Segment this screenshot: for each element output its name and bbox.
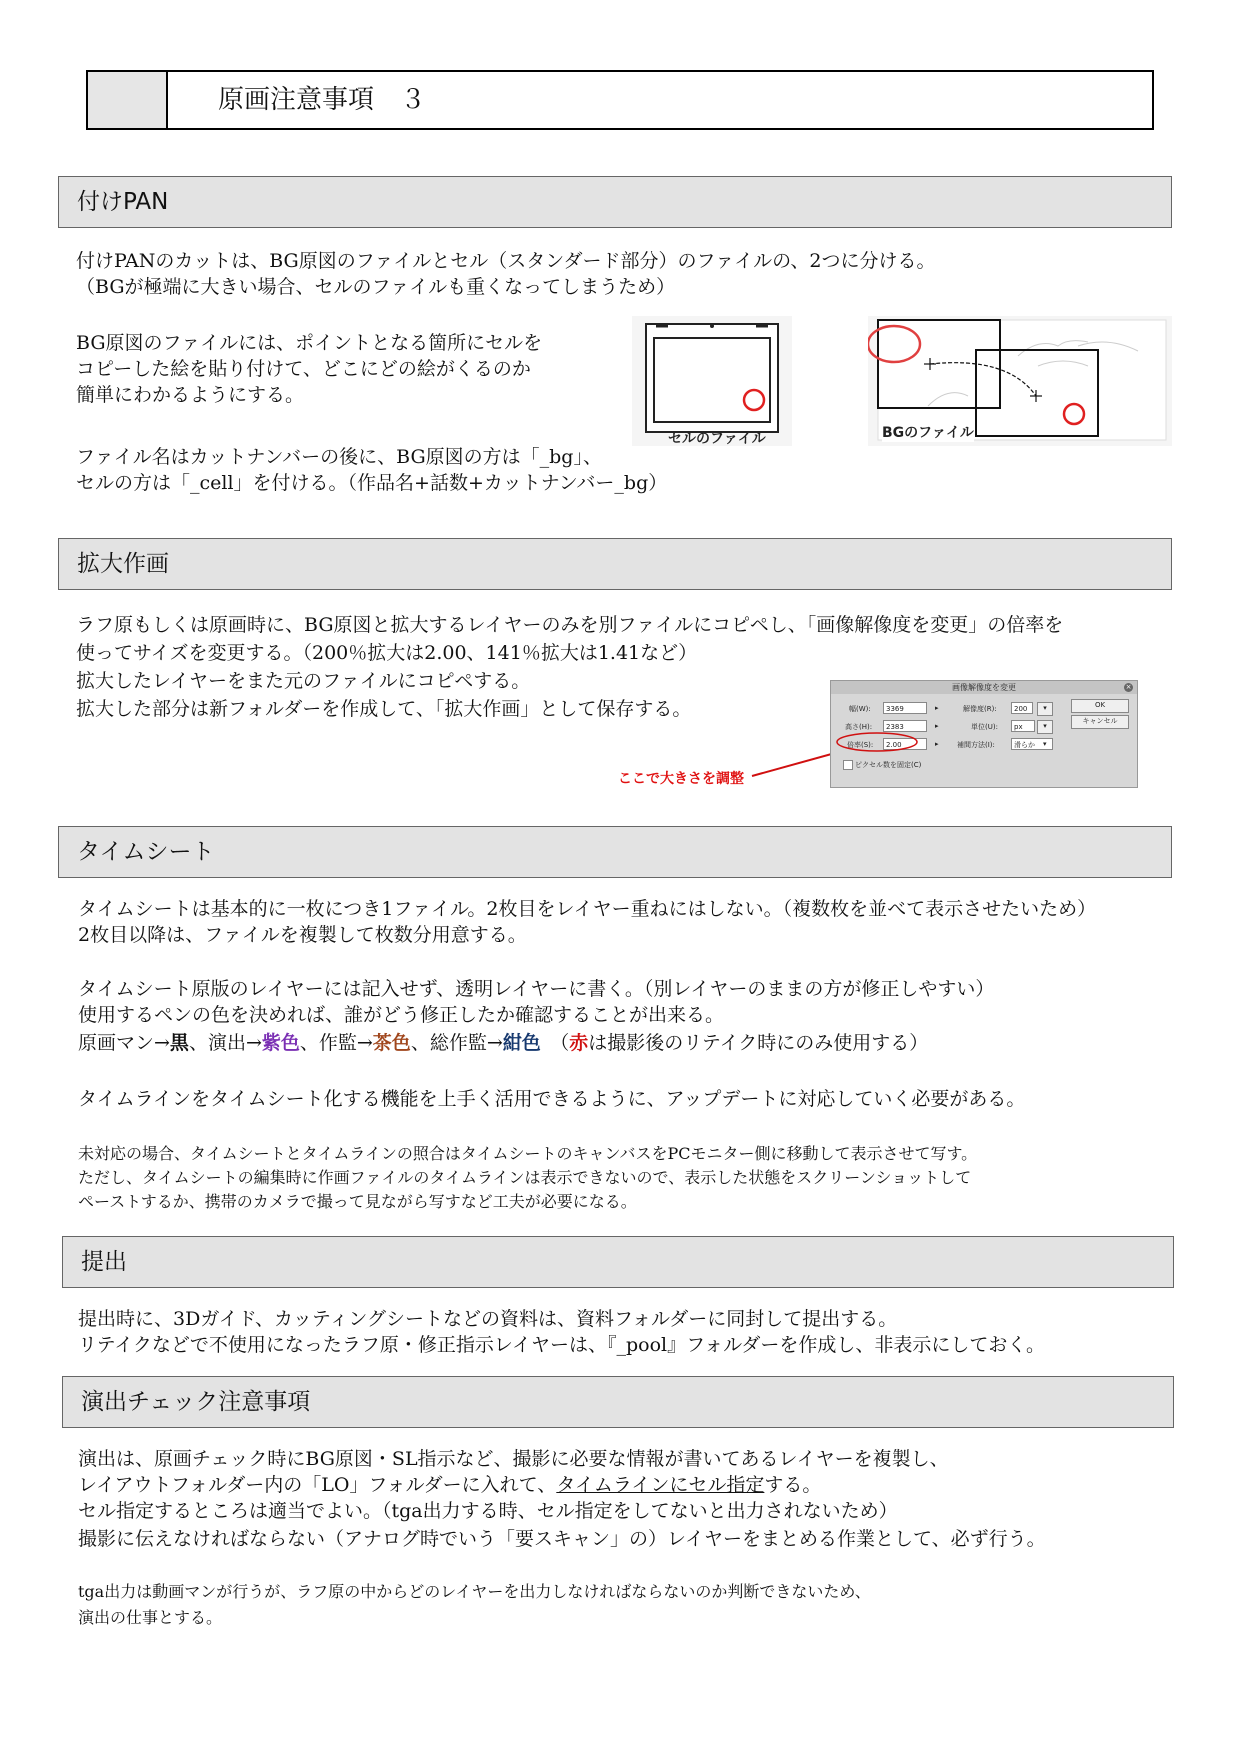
pan-para-2-line-1: BG原図のファイルには、ポイントとなる箇所にセルを	[76, 332, 543, 354]
timesheet-note-1: 未対応の場合、タイムシートとタイムラインの照合はタイムシートのキャンバスをPCモニター側に移動して表示させて写す。	[78, 1144, 978, 1163]
pen-text-b: 、演出→	[188, 1032, 262, 1054]
timesheet-line-6: タイムラインをタイムシート化する機能を上手く活用できるように、アップデートに対応していく必要がある。	[78, 1088, 1026, 1110]
pen-text-e: （	[540, 1032, 570, 1054]
section-heading-pan: 付けPAN	[58, 176, 1172, 228]
fix-pixels-label: ピクセル数を固定(C)	[855, 761, 922, 769]
bg-file-label: BGのファイル	[882, 422, 974, 442]
height-field[interactable]: 2383	[883, 720, 927, 732]
section-heading-timesheet: タイムシート	[58, 826, 1172, 878]
pen-color-red: 赤	[569, 1032, 589, 1054]
interpolation-label: 補間方法(I):	[957, 741, 995, 749]
check-line-2-underlined: タイムラインにセル指定	[556, 1474, 765, 1496]
section-heading-submit: 提出	[62, 1236, 1174, 1288]
resize-dialog	[830, 680, 1138, 788]
resolution-field[interactable]: 200	[1011, 702, 1033, 714]
pen-color-navy: 紺色	[502, 1032, 541, 1054]
timesheet-line-3: タイムシート原版のレイヤーには記入せず、透明レイヤーに書く。（別レイヤーのままの方が修正しやすい）	[78, 978, 995, 1000]
zoom-line-4: 拡大した部分は新フォルダーを作成して、「拡大作画」として保存する。	[76, 698, 692, 720]
check-line-2-a: レイアウトフォルダー内の「LO」フォルダーに入れて、	[78, 1474, 557, 1496]
pen-color-brown: 茶色	[372, 1032, 411, 1054]
pan-para-2-line-3: 簡単にわかるようにする。	[76, 384, 305, 406]
unit-field[interactable]: px	[1011, 720, 1035, 732]
width-field[interactable]: 3369	[883, 702, 927, 714]
page-title: 原画注意事項 ３	[218, 85, 427, 115]
bg-file-figure	[868, 316, 1172, 446]
height-arrow-icon[interactable]: ▸	[935, 722, 939, 730]
submit-line-2: リテイクなどで不使用になったラフ原・修正指示レイヤーは、『_pool』フォルダーを作成し、非表示にしておく。	[78, 1334, 1045, 1356]
interpolation-dropdown-icon[interactable]: ▾	[1043, 740, 1047, 748]
pen-text-a: 原画マン→	[78, 1032, 170, 1054]
scale-label: 倍率(S):	[847, 741, 874, 749]
pan-para-1-line-2: （BGが極端に大きい場合、セルのファイルも重くなってしまうため）	[76, 276, 676, 298]
page-title-box	[86, 70, 1154, 130]
title-gray-cell	[88, 72, 168, 128]
timesheet-pen-colors	[78, 1030, 928, 1056]
pan-para-1-line-1: 付けPANのカットは、BG原図のファイルとセル（スタンダード部分）のファイルの、2つに分ける。	[76, 250, 936, 272]
check-line-2-b: する。	[764, 1474, 822, 1496]
width-arrow-icon[interactable]: ▸	[935, 704, 939, 712]
pan-para-2-line-2: コピーした絵を貼り付けて、どこにどの絵がくるのか	[76, 358, 531, 380]
pan-para-3-line-2: セルの方は「_cell」を付ける。（作品名+話数+カットナンバー_bg）	[76, 472, 668, 494]
zoom-line-2: 使ってサイズを変更する。（200％拡大は2.00、141％拡大は1.41など）	[76, 642, 698, 664]
unit-label: 単位(U):	[971, 723, 998, 731]
pan-para-3-line-1: ファイル名はカットナンバーの後に、BG原図の方は「_bg」、	[76, 446, 602, 468]
resolution-dropdown-icon[interactable]: ▾	[1037, 702, 1053, 716]
cancel-button[interactable]: キャンセル	[1071, 715, 1129, 729]
pen-color-black: 黒	[169, 1032, 189, 1054]
dialog-close-icon[interactable]: ×	[1125, 683, 1132, 691]
cell-file-label: セルのファイル	[668, 431, 766, 447]
section-heading-zoom: 拡大作画	[58, 538, 1172, 590]
cell-file-figure	[632, 316, 792, 446]
timesheet-note-3: ペーストするか、携帯のカメラで撮って見ながら写すなど工夫が必要になる。	[78, 1192, 637, 1211]
width-label: 幅(W):	[849, 705, 871, 713]
scale-arrow-icon[interactable]: ▸	[935, 740, 939, 748]
timesheet-line-4: 使用するペンの色を決めれば、誰がどう修正したか確認することが出来る。	[78, 1004, 725, 1026]
interpolation-field[interactable]: 滑らか	[1011, 738, 1053, 750]
zoom-line-3: 拡大したレイヤーをまた元のファイルにコピペする。	[76, 670, 531, 692]
unit-dropdown-icon[interactable]: ▾	[1037, 720, 1053, 734]
pen-text-d: 、総作監→	[410, 1032, 503, 1054]
dialog-title: 画像解像度を変更	[831, 681, 1137, 694]
cell-file-diagram	[632, 316, 792, 446]
timesheet-line-1: タイムシートは基本的に一枚につき1ファイル。2枚目をレイヤー重ねにはしない。（複数枚を並べて表示させたいため）	[78, 898, 1097, 920]
scale-highlight-ellipse	[835, 731, 919, 753]
check-line-4: 撮影に伝えなければならない（アナログ時でいう「要スキャン」の）レイヤーをまとめる作業として、必ず行う。	[78, 1528, 1046, 1550]
submit-line-1: 提出時に、3Dガイド、カッティングシートなどの資料は、資料フォルダーに同封して提出する。	[78, 1308, 898, 1330]
check-note-2: 演出の仕事とする。	[78, 1608, 223, 1627]
timesheet-note-2: ただし、タイムシートの編集時に作画ファイルのタイムラインは表示できないので、表示した状態をスクリーンショットして	[78, 1168, 972, 1187]
check-note-1: tga出力は動画マンが行うが、ラフ原の中からどのレイヤーを出力しなければならないのか判断できないため、	[78, 1582, 871, 1601]
ok-button[interactable]: OK	[1071, 699, 1129, 713]
zoom-annotation: ここで大きさを調整	[618, 771, 744, 787]
check-line-3: セル指定するところは適当でよい。（tga出力する時、セル指定をしてないと出力されないため）	[78, 1500, 898, 1522]
resolution-label: 解像度(R):	[963, 705, 997, 713]
pen-color-purple: 紫色	[261, 1032, 300, 1054]
timesheet-line-2: 2枚目以降は、ファイルを複製して枚数分用意する。	[78, 924, 527, 946]
section-heading-check: 演出チェック注意事項	[62, 1376, 1174, 1428]
pen-text-f: は撮影後のリテイク時にのみ使用する）	[588, 1032, 929, 1054]
zoom-line-1: ラフ原もしくは原画時に、BG原図と拡大するレイヤーのみを別ファイルにコピペし、「画像解像度を変更」の倍率を	[76, 614, 1064, 636]
height-label: 高さ(H):	[845, 723, 873, 731]
scale-field[interactable]: 2.00	[883, 738, 927, 750]
check-line-1: 演出は、原画チェック時にBG原図・SL指示など、撮影に必要な情報が書いてあるレイヤーを複製し、	[78, 1448, 949, 1470]
check-line-2	[78, 1472, 821, 1498]
pen-text-c: 、作監→	[299, 1032, 373, 1054]
fix-pixels-checkbox[interactable]	[843, 760, 853, 770]
